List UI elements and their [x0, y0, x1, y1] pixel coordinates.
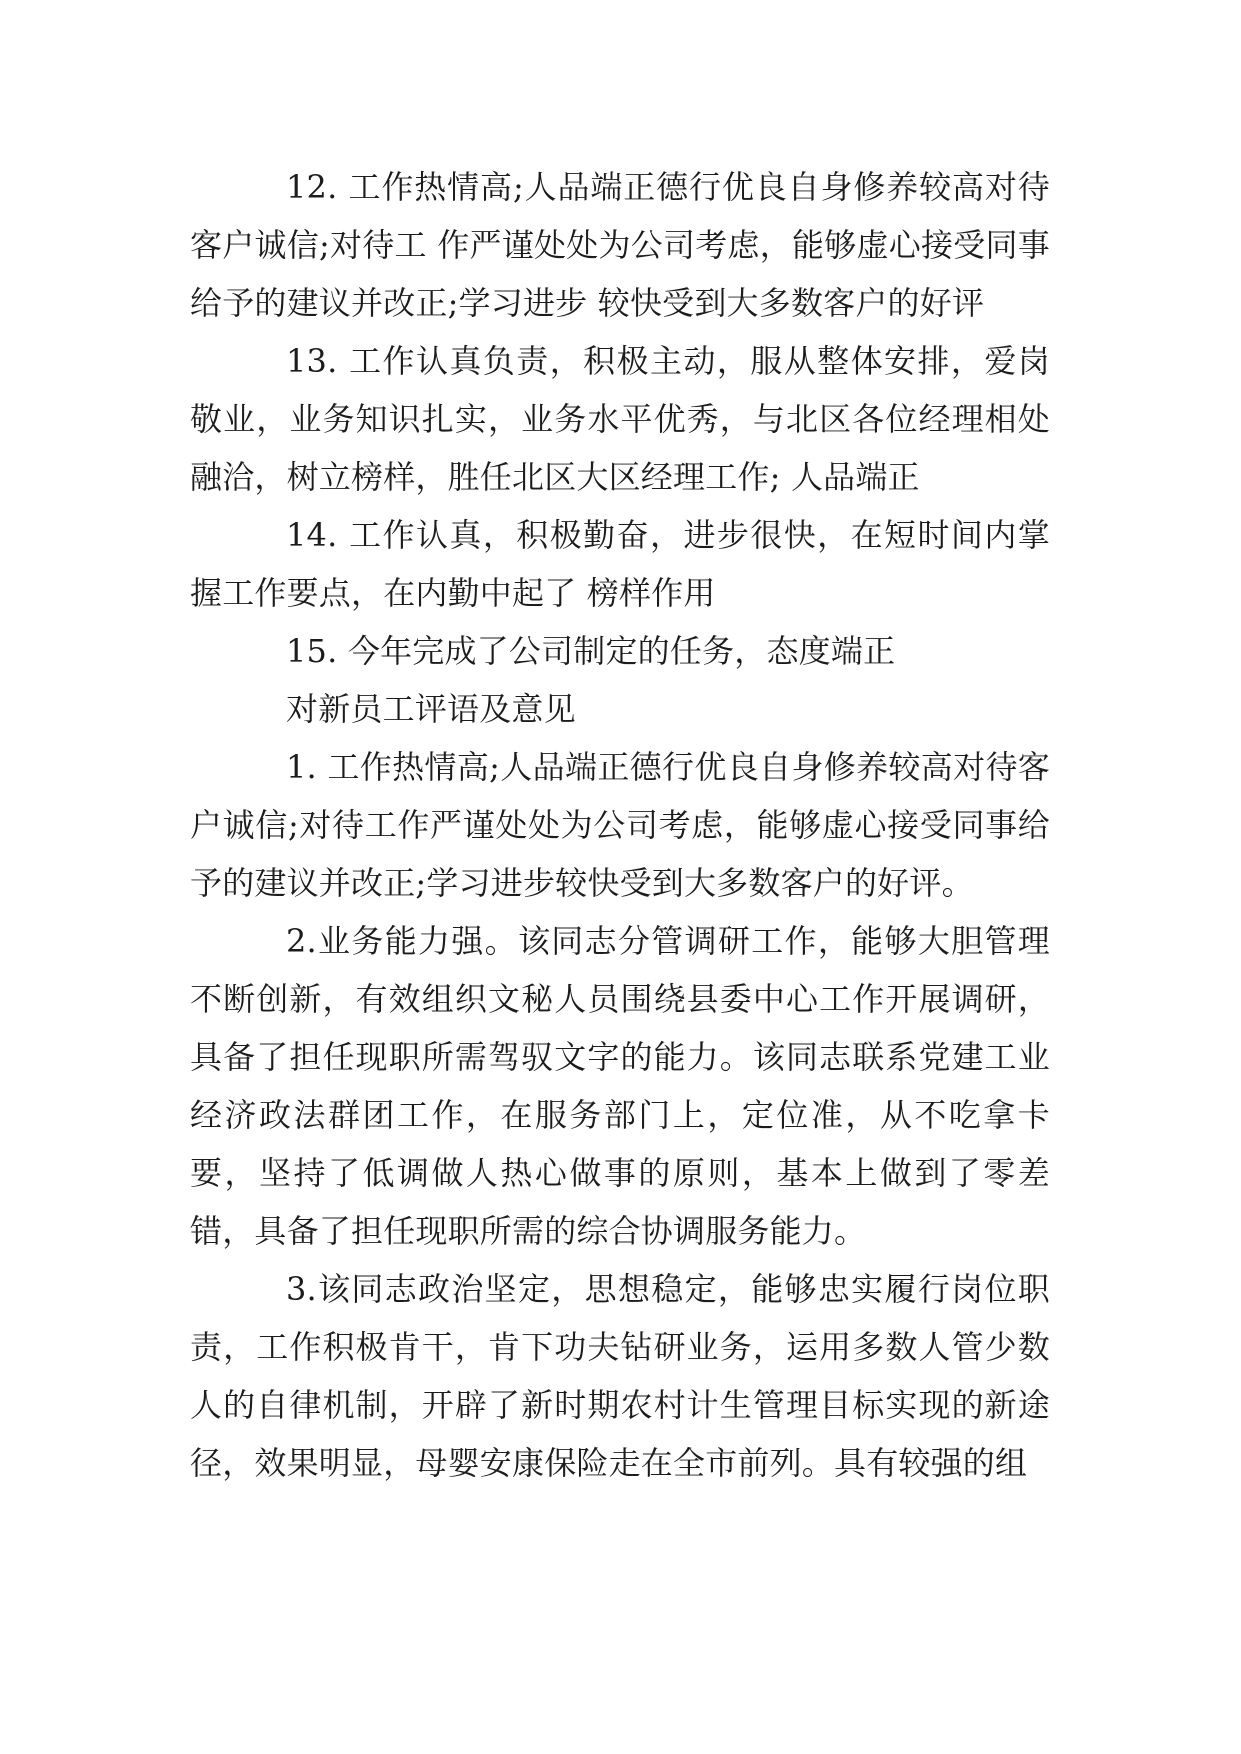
paragraph-new-2: 2.业务能力强。该同志分管调研工作，能够大胆管理不断创新，有效组织文秘人员围绕县委中心工作开展调研，具备了担任现职所需驾驭文字的能力。该同志联系党建工业经济政法群团工作，在服务部门上，定位准，从不吃拿卡要，坚持了低调做人热心做事的原则，基本上做到了零差错，具备了担任现职所需的综合协调服务能力。: [190, 922, 1050, 1250]
section-heading: 对新员工评语及意见: [286, 690, 576, 728]
paragraph-item-13: 13. 工作认真负责，积极主动，服从整体安排，爱岗敬业，业务知识扎实，业务水平优秀，与北区各位经理相处融洽，树立榜样，胜任北区大区经理工作; 人品端正: [190, 342, 1050, 496]
paragraph-new-3: 3.该同志政治坚定，思想稳定，能够忠实履行岗位职责，工作积极肯干，肯下功夫钻研业务，运用多数人管少数人的自律机制，开辟了新时期农村计生管理目标实现的新途径，效果明显，母婴安康保险走在全市前列。具有较强的组: [190, 1270, 1050, 1482]
paragraph-item-15: 15. 今年完成了公司制定的任务，态度端正: [286, 632, 896, 670]
paragraph-item-14: 14. 工作认真，积极勤奋，进步很快，在短时间内掌握工作要点，在内勤中起了 榜样作用: [190, 516, 1050, 612]
paragraph-new-1: 1. 工作热情高;人品端正德行优良自身修养较高对待客户诚信;对待工作严谨处处为公司考虑，能够虚心接受同事给予的建议并改正;学习进步较快受到大多数客户的好评。: [190, 748, 1050, 902]
document-body: [190, 158, 1050, 1492]
paragraph-item-12: 12. 工作热情高;人品端正德行优良自身修养较高对待客户诚信;对待工 作严谨处处为公司考虑，能够虚心接受同事给予的建议并改正;学习进步 较快受到大多数客户的好评: [190, 168, 1050, 322]
